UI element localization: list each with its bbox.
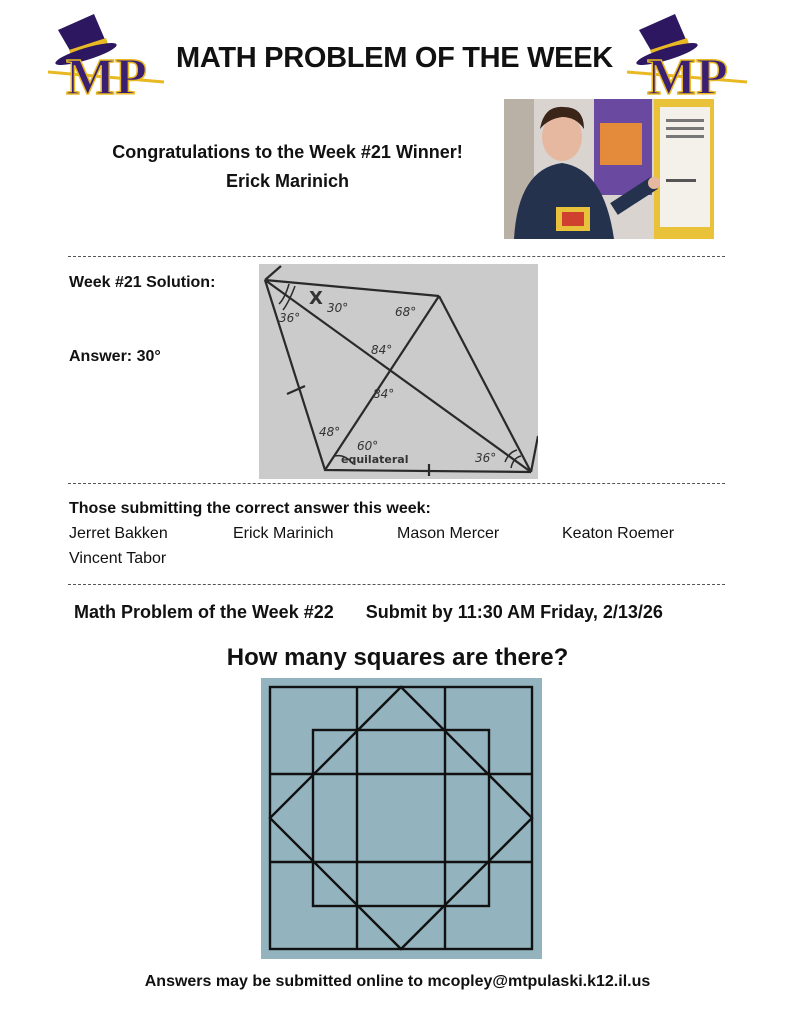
correct-name: Mason Mercer [397, 525, 500, 542]
solution-answer: Answer: 30° [69, 348, 161, 365]
solution-figure [259, 264, 538, 479]
mp-logo-left [44, 12, 169, 97]
figure-label: 36° [475, 451, 497, 465]
figure-label: 30° [327, 301, 349, 315]
figure-label-x: X [309, 288, 323, 309]
mp-logo-text: MP [66, 49, 147, 97]
correct-name: Keaton Roemer [562, 525, 675, 542]
mp-logo-right [625, 12, 750, 97]
page-title: MATH PROBLEM OF THE WEEK [176, 42, 613, 74]
winner-name: Erick Marinich [225, 171, 350, 191]
figure-label: 68° [395, 305, 417, 319]
figure-label: 48° [319, 425, 341, 439]
next-problem-deadline: Submit by 11:30 AM Friday, 2/13/26 [365, 602, 663, 622]
congrats-text: Congratulations to the Week #21 Winner! [112, 142, 463, 162]
divider [68, 256, 725, 257]
divider [68, 584, 725, 585]
squares-puzzle-figure [261, 678, 542, 959]
mp-logo-text: MP [647, 49, 728, 97]
correct-name: Vincent Tabor [69, 550, 167, 567]
next-problem-label: Math Problem of the Week #22 [74, 602, 334, 622]
problem-question: How many squares are there? [226, 644, 569, 671]
divider [68, 483, 725, 484]
figure-label: 84° [371, 343, 393, 357]
figure-label: 36° [279, 311, 301, 325]
figure-label: 84° [373, 387, 395, 401]
correct-name: Jerret Bakken [69, 525, 168, 542]
winner-announcement [60, 138, 515, 196]
figure-label: equilateral [341, 453, 409, 466]
footer-submission-note: Answers may be submitted online to mcopley@mtpulaski.k12.il.us [144, 973, 651, 990]
figure-label: 60° [357, 439, 379, 453]
next-problem-line [74, 602, 663, 623]
correct-name: Erick Marinich [233, 525, 334, 542]
solution-heading: Week #21 Solution: [69, 274, 216, 291]
correct-heading: Those submitting the correct answer this week: [69, 500, 431, 517]
winner-photo [504, 99, 714, 239]
